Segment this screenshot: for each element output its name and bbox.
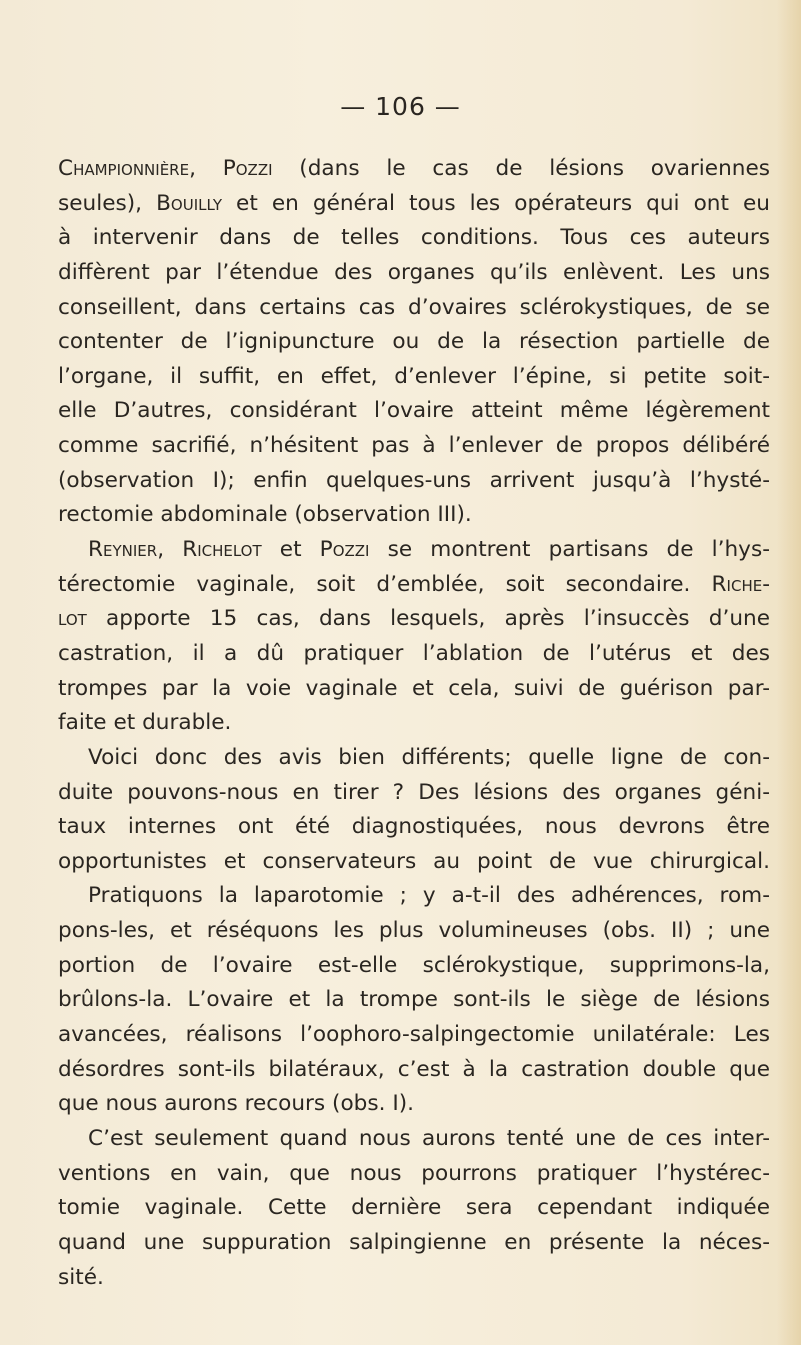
text-line: avancées, réalisons l’oophoro-salpingectomie unilatérale: Les <box>58 1022 770 1048</box>
page-edge-shading <box>777 0 801 1345</box>
text-line: portion de l’ovaire est-elle sclérokystique, supprimons-la, <box>58 952 770 978</box>
paragraph-2 <box>58 533 770 741</box>
text-line: contenter de l’ignipuncture ou de la résection partielle de <box>58 329 770 355</box>
author-name: Pozzi <box>222 156 273 181</box>
text-line: opportunistes et conservateurs au point de vue chirurgical. <box>58 848 770 874</box>
author-name: Bouilly <box>156 190 223 216</box>
page-number: — 106 — <box>340 92 461 121</box>
author-name: Reynier <box>88 537 158 563</box>
text-line: comme sacrifié, n’hésitent pas à l’enlever de propos délibéré <box>58 433 770 459</box>
author-name: lot <box>58 606 87 632</box>
text-line: trompes par la voie vaginale et cela, suivi de guérison par- <box>58 675 770 701</box>
body-text <box>58 152 770 1295</box>
paragraph-3 <box>58 741 770 880</box>
text-line: ventions en vain, que nous pourrons pratiquer l’hystérec- <box>58 1160 770 1186</box>
text-line: pons-les, et réséquons les plus volumineuses (obs. II) ; une <box>58 918 770 944</box>
text-line: conseillent, dans certains cas d’ovaires sclérokystiques, de se <box>58 294 770 320</box>
text-line: C’est seulement quand nous aurons tenté une de ces inter- <box>88 1125 770 1151</box>
author-name: Pozzi <box>319 537 370 563</box>
text-line: l’organe, il suffit, en effet, d’enlever l’épine, si petite soit- <box>58 363 770 389</box>
text-line: Championnière, Pozzi (dans le cas de lésions ovariennes <box>58 156 770 181</box>
author-name: Championnière <box>58 156 190 181</box>
text-line: Pratiquons la laparotomie ; y a-t-il des adhérences, rom- <box>88 883 770 909</box>
text-line: castration, il a dû pratiquer l’ablation de l’utérus et des <box>58 640 770 666</box>
text-line: à intervenir dans de telles conditions. Tous ces auteurs <box>58 225 770 251</box>
text-line: elle D’autres, considérant l’ovaire atteint même légèrement <box>58 398 770 424</box>
text-line: seules), Bouilly et en général tous les opérateurs qui ont eu <box>58 190 770 216</box>
text-line: duite pouvons-nous en tirer ? Des lésions des organes géni- <box>58 779 770 805</box>
text-line: désordres sont-ils bilatéraux, c’est à la castration double que <box>58 1056 770 1082</box>
text-line: brûlons-la. L’ovaire et la trompe sont-ils le siège de lésions <box>58 987 770 1013</box>
text-line: taux internes ont été diagnostiquées, nous devrons être <box>58 814 770 840</box>
text-line: (observation I); enfin quelques-uns arrivent jusqu’à l’hysté- <box>58 467 770 493</box>
text-line: Voici donc des avis bien différents; quelle ligne de con- <box>88 744 770 770</box>
text-line: térectomie vaginale, soit d’emblée, soit secondaire. Riche- <box>58 571 770 597</box>
paragraph-4 <box>58 879 770 1121</box>
paragraph-1 <box>58 152 770 533</box>
text-line: Reynier, Richelot et Pozzi se montrent partisans de l’hys- <box>88 537 770 563</box>
text-line: diffèrent par l’étendue des organes qu’ils enlèvent. Les uns <box>58 259 770 285</box>
text-line: que nous aurons recours (obs. I). <box>58 1091 415 1117</box>
text-line: faite et durable. <box>58 710 232 736</box>
author-name: Richelot <box>182 537 262 563</box>
text-line: rectomie abdominale (observation III). <box>58 502 472 528</box>
text-line: tomie vaginale. Cette dernière sera cependant indiquée <box>58 1195 770 1221</box>
text-line: sité. <box>58 1264 104 1290</box>
text-line: lot apporte 15 cas, dans lesquels, après l’insuccès d’une <box>58 606 770 632</box>
paragraph-5 <box>58 1122 770 1295</box>
author-name: Riche- <box>711 571 770 597</box>
text-line: quand une suppuration salpingienne en présente la néces- <box>58 1229 770 1255</box>
